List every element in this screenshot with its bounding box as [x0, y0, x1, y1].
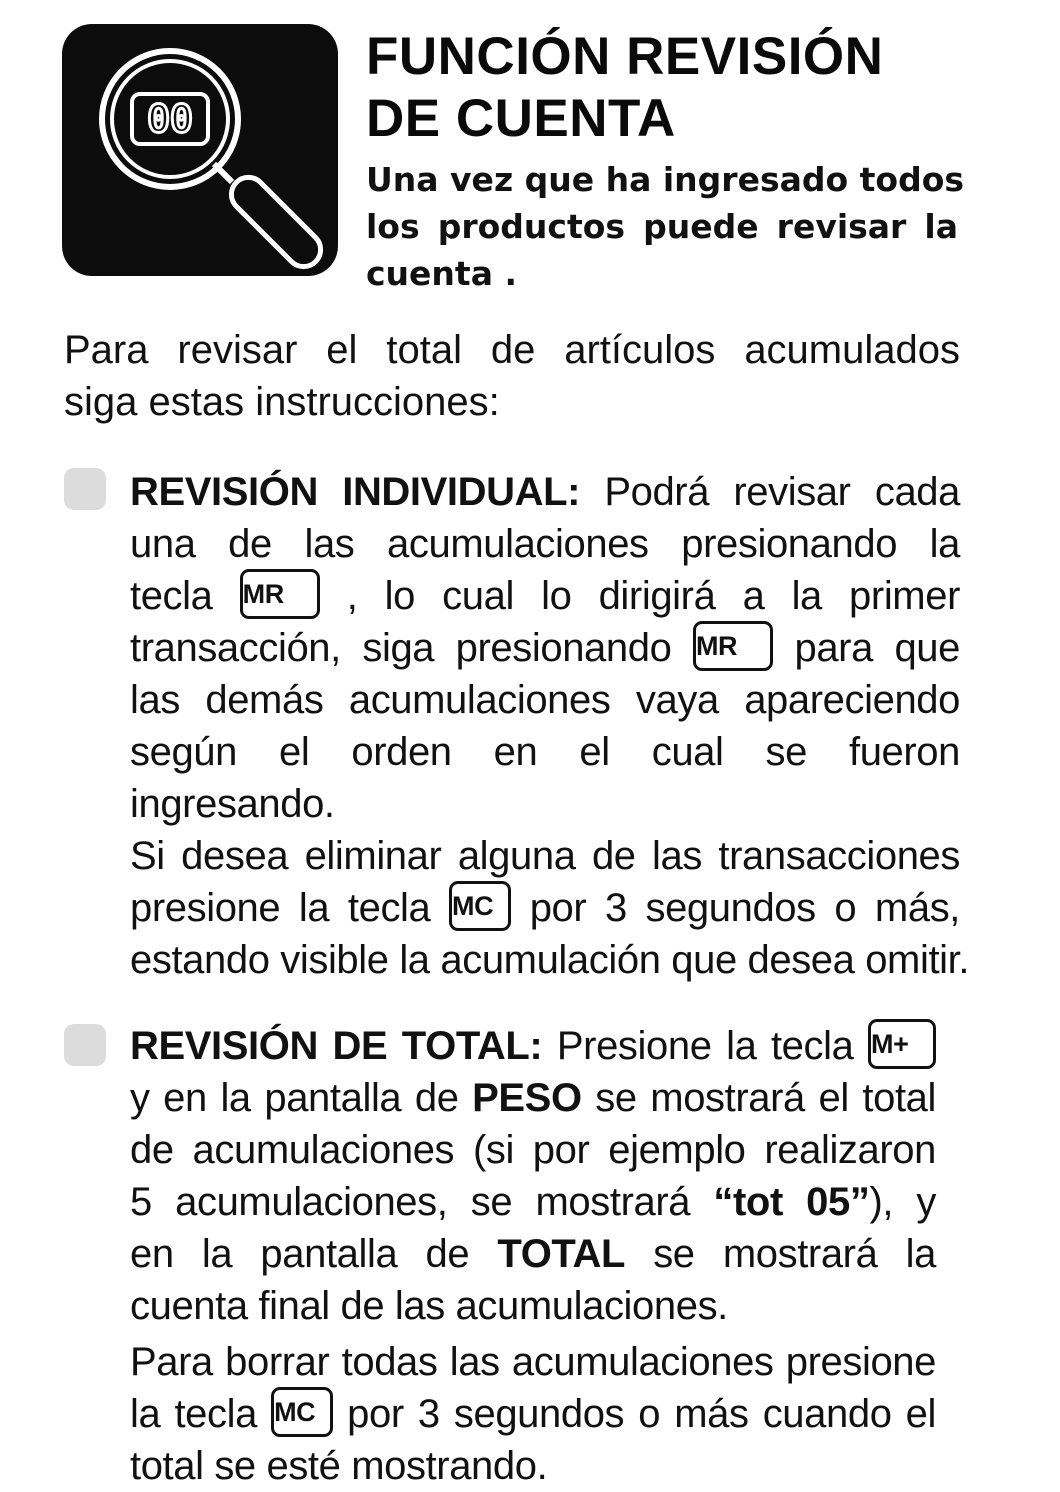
magnifying-glass-display-icon — [62, 24, 338, 276]
individual-line-2: una de las acumulaciones presionando la — [130, 522, 960, 566]
total-p2-line-2 — [130, 1388, 936, 1440]
total-line-2 — [130, 1072, 936, 1124]
total-line-2-c: se mostrará el total — [581, 1076, 936, 1120]
title-line-2: DE CUENTA — [366, 89, 676, 148]
total-p2-line-1: Para borrar todas las acumulaciones presione — [130, 1340, 936, 1384]
magnifier-svg — [62, 24, 338, 276]
individual-line-7: ingresando. — [130, 782, 335, 826]
total-line-5-c: se mostrará la — [625, 1232, 936, 1276]
mc-key: MC — [271, 1387, 333, 1437]
total-p2-line-2-a: la tecla — [130, 1392, 272, 1436]
mr-key: MR — [693, 621, 773, 671]
tot-05-example: “tot 05” — [713, 1180, 870, 1224]
title-line-1: FUNCIÓN REVISIÓN — [366, 27, 884, 86]
total-label: TOTAL — [497, 1232, 626, 1276]
total-heading: REVISIÓN DE TOTAL: — [130, 1024, 543, 1068]
mr-key: MR — [240, 569, 320, 619]
individual-p2-line-2 — [130, 882, 960, 934]
individual-p2-line-2-b: por 3 segundos o más, — [511, 886, 961, 930]
total-line-6: cuenta final de las acumulaciones. — [130, 1284, 728, 1328]
individual-line-4-a: transacción, siga presionando — [130, 626, 693, 670]
icon-digits: 00 — [147, 97, 193, 141]
total-line-4-a: 5 acumulaciones, se mostrará — [130, 1180, 714, 1224]
intro-line-2: siga estas instrucciones: — [64, 380, 500, 424]
total-line-4-c: ), y — [869, 1180, 936, 1224]
total-line-1-text: Presione la tecla — [542, 1024, 868, 1068]
individual-line-6: según el orden en el cual se fueron — [130, 730, 960, 774]
total-p2-line-3: total se esté mostrando. — [130, 1444, 548, 1488]
individual-line-3-a: tecla — [130, 574, 240, 618]
intro-line-1: Para revisar el total de artículos acumulados — [64, 328, 960, 372]
total-line-4 — [130, 1176, 936, 1228]
individual-line-3-b: , lo cual lo dirigirá a la primer — [319, 574, 960, 618]
total-line-3: de acumulaciones (si por ejemplo realizaron — [130, 1128, 936, 1172]
total-line-5-a: en la pantalla de — [130, 1232, 498, 1276]
bullet-individual — [64, 468, 106, 510]
subtitle-line-1: Una vez que ha ingresado todos — [366, 160, 965, 199]
m-plus-key: M+ — [868, 1019, 936, 1069]
subtitle-line-2: los productos puede revisar la — [366, 207, 958, 246]
total-line-5 — [130, 1228, 936, 1280]
total-p2-line-2-b: por 3 segundos o más cuando el — [333, 1392, 936, 1436]
subtitle — [366, 156, 965, 297]
individual-line-1 — [130, 466, 960, 518]
individual-p2-line-1: Si desea eliminar alguna de las transacciones — [130, 834, 960, 878]
individual-heading: REVISIÓN INDIVIDUAL: — [130, 470, 581, 514]
total-review-section — [130, 1020, 936, 1492]
peso-label: PESO — [472, 1076, 582, 1120]
page-title — [366, 26, 966, 150]
subtitle-line-3: cuenta . — [366, 254, 517, 293]
individual-line-4-b: para que — [772, 626, 960, 670]
individual-p2-line-3: estando visible la acumulación que desea omitir. — [130, 938, 970, 982]
individual-line-1-text: Podrá revisar cada — [580, 470, 960, 514]
individual-p2-line-2-a: presione la tecla — [130, 886, 450, 930]
individual-line-5: las demás acumulaciones vaya apareciendo — [130, 678, 960, 722]
individual-review-section — [130, 466, 970, 986]
total-line-2-a: y en la pantalla de — [130, 1076, 473, 1120]
total-line-1 — [130, 1020, 936, 1072]
individual-line-4 — [130, 622, 960, 674]
individual-line-3 — [130, 570, 960, 622]
mc-key: MC — [449, 881, 511, 931]
intro-paragraph — [64, 324, 960, 428]
bullet-total — [64, 1024, 106, 1066]
